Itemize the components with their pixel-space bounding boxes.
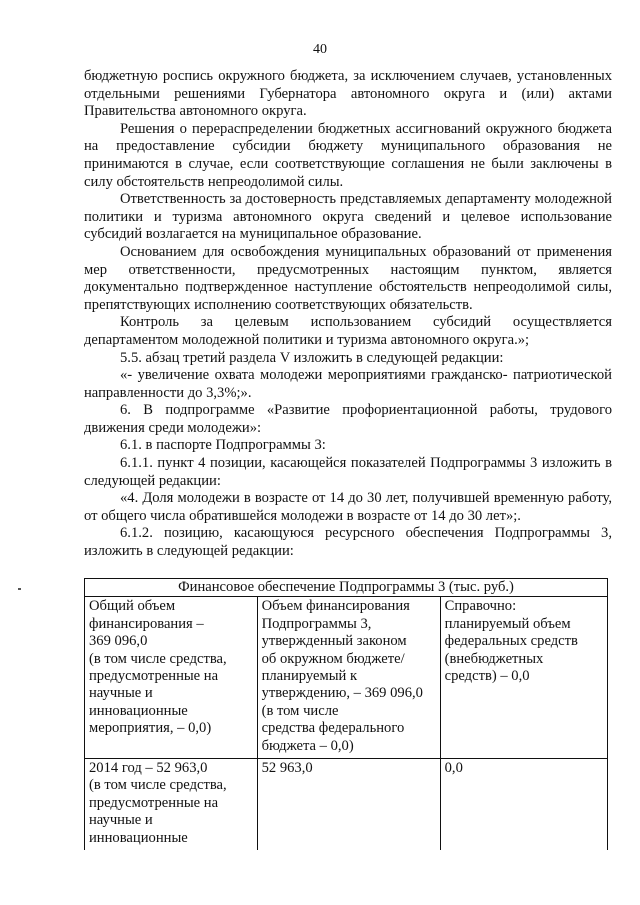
table-row	[85, 759, 608, 851]
text-line: актами Правительства автономного округа.	[84, 85, 612, 120]
table-cell	[257, 597, 440, 759]
cell-text-line: Общий объем	[89, 598, 176, 615]
paragraph	[84, 314, 612, 349]
cell-text-line: об окружном бюджете/	[261, 650, 405, 667]
text-line: 5.5. абзац третий раздела V изложить в следующей редакции:	[120, 349, 504, 366]
text-line: документально подтвержденное наступление обстоятельств непреодолимой силы,	[84, 279, 612, 296]
paragraph	[84, 350, 612, 368]
cell-text-line: 0,0	[444, 760, 463, 777]
text-line: 6.1. в паспорте Подпрограммы 3:	[120, 437, 326, 454]
paragraph	[84, 402, 612, 437]
table-caption: Финансовое обеспечение Подпрограммы 3 (тыс. руб.)	[85, 579, 608, 597]
cell-text-line: 52 963,0	[261, 760, 313, 777]
text-line: Контроль за целевым использованием субсидий осуществляется	[120, 314, 612, 331]
text-line: 6.1.2. позицию, касающуюся ресурсного обеспечения Подпрограммы 3,	[120, 525, 612, 542]
paragraph	[84, 121, 612, 191]
text-line: патриотической направленности до 3,3%;».	[84, 367, 612, 401]
cell-text-line: 2014 год – 52 963,0	[89, 760, 208, 777]
text-line: Ответственность за достоверность представляемых департаменту	[120, 191, 531, 208]
cell-text-line: (в том числе	[261, 702, 339, 719]
cell-text-line: планируемый объем	[444, 615, 571, 632]
text-line: «- увеличение охвата молодежи мероприятиями гражданско-	[120, 367, 508, 384]
text-line: работу, от общего числа обратившейся молодежи в возрасте от 14 до 30 лет»;.	[84, 490, 612, 524]
text-line: установленных отдельными решениями Губернатора автономного округа и (или)	[84, 68, 612, 102]
cell-text-line: инновационные	[89, 702, 188, 719]
table-cell	[257, 759, 440, 851]
cell-text-line: (в том числе средства,	[89, 777, 227, 794]
cell-text-line: федеральных средств	[444, 633, 578, 650]
cell-text-line: Справочно:	[444, 598, 517, 615]
text-line: молодежной политики и туризма автономного округа сведений и целевое	[84, 191, 612, 225]
table-cell	[85, 759, 258, 851]
text-line: Решения о перераспределении бюджетных ассигнований окружного	[120, 120, 553, 137]
paragraph	[84, 490, 612, 525]
text-line: «4. Доля молодежи в возрасте от 14 до 30 лет, получившей временную	[120, 490, 564, 507]
text-line: 6.1.1. пункт 4 позиции, касающейся показателей Подпрограммы 3 изложить	[120, 455, 601, 472]
text-line: принимаются в случае, если соответствующие соглашения не были заключены в	[84, 155, 612, 172]
text-line: изложить в следующей редакции:	[84, 543, 294, 560]
paragraph	[84, 525, 612, 560]
paragraph	[84, 68, 612, 121]
cell-text-line: научные и	[89, 812, 153, 829]
cell-text-line: утверждению, – 369 096,0	[261, 685, 423, 702]
text-line: Основанием для освобождения муниципальных образований от применения	[120, 243, 612, 260]
table-cell	[85, 597, 258, 759]
text-line: бюджета на предоставление субсидии бюджету муниципального образования не	[84, 120, 612, 155]
cell-text-line: (в том числе средства,	[89, 650, 227, 667]
paragraph	[84, 455, 612, 490]
paragraph	[84, 437, 612, 455]
text-line: препятствующих исполнению соответствующих обязательств.	[84, 296, 473, 313]
text-line: 6. В подпрограмме «Развитие профориентационной работы, трудового	[120, 402, 612, 419]
scan-artifact	[18, 588, 21, 590]
cell-text-line: Объем финансирования	[261, 598, 410, 615]
cell-text-line: средств) – 0,0	[444, 668, 530, 685]
cell-text-line: мероприятия, – 0,0)	[89, 720, 212, 737]
cell-text-line: бюджета – 0,0)	[261, 737, 354, 754]
cell-text-line: (внебюджетных	[444, 650, 544, 667]
cell-text-line: планируемый к	[261, 668, 358, 685]
text-line: силу обстоятельств непреодолимой силы.	[84, 173, 344, 190]
cell-text-line: Подпрограммы 3,	[261, 615, 372, 632]
page-number: 40	[313, 42, 327, 57]
text-line: департаментом молодежной политики и туризма автономного округа.»;	[84, 331, 530, 348]
table-cell	[440, 597, 607, 759]
paragraph	[84, 367, 612, 402]
cell-text-line: 369 096,0	[89, 633, 148, 650]
cell-text-line: предусмотренные на	[89, 668, 219, 685]
text-line: мер ответственности, предусмотренных настоящим пунктом, является	[84, 261, 612, 278]
cell-text-line: научные и	[89, 685, 153, 702]
cell-text-line: утвержденный законом	[261, 633, 407, 650]
text-line: в следующей редакции:	[84, 455, 612, 489]
text-line: бюджетную роспись окружного бюджета, за исключением случаев,	[84, 68, 512, 84]
cell-text-line: инновационные	[89, 829, 188, 846]
text-line: движения среди молодежи»:	[84, 419, 262, 436]
table-row	[85, 597, 608, 759]
cell-text-line: средства федерального	[261, 720, 405, 737]
cell-text-line: финансирования –	[89, 615, 204, 632]
paragraph	[84, 244, 612, 314]
text-line: использование субсидий возлагается на муниципальное образование.	[84, 208, 612, 243]
document-body	[84, 68, 612, 561]
cell-text-line: предусмотренные на	[89, 794, 219, 811]
paragraph	[84, 191, 612, 244]
table-cell	[440, 759, 607, 851]
financing-table	[84, 578, 608, 850]
